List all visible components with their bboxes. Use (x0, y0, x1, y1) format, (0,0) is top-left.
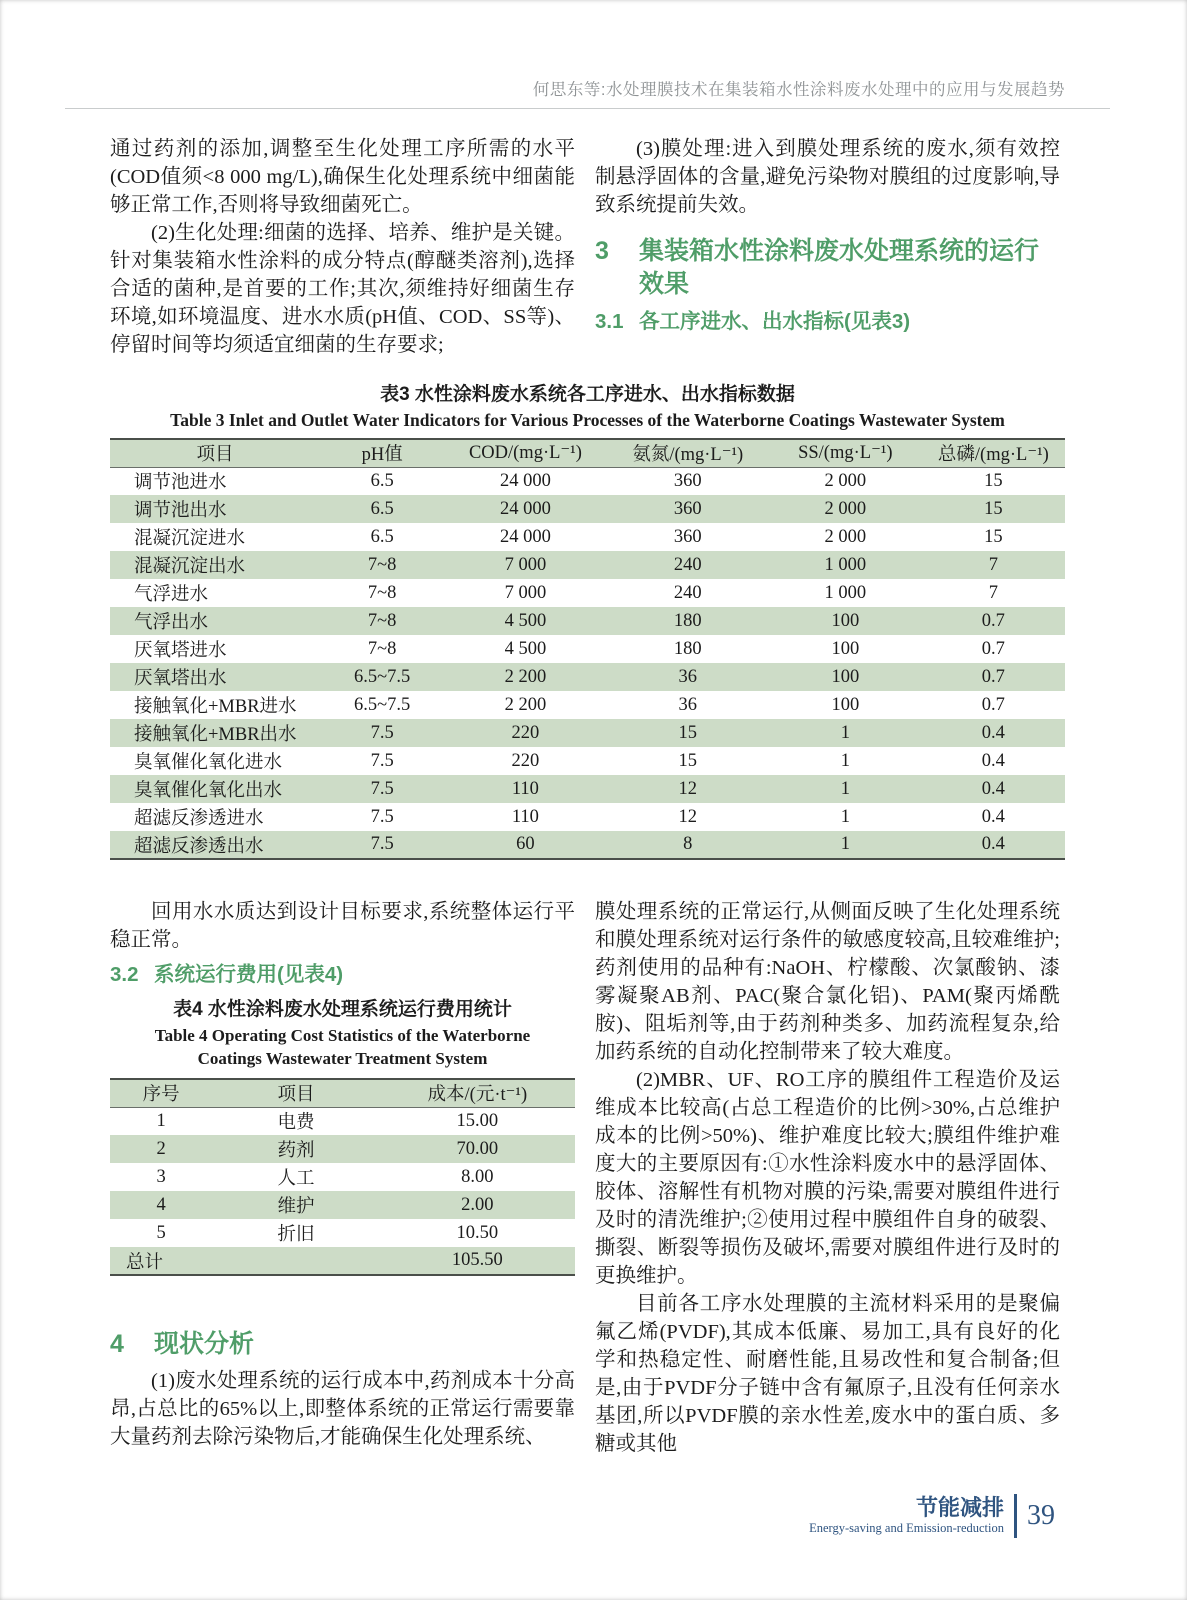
table-cell: 0.4 (981, 806, 1005, 827)
table-row (110, 579, 1065, 607)
table-row (110, 747, 1065, 775)
top-columns (110, 135, 1065, 359)
table-row (110, 831, 1065, 859)
table-row (110, 523, 1065, 551)
table-cell: 360 (673, 498, 702, 519)
table-cell: 100 (831, 610, 860, 631)
paragraph: (2)MBR、UF、RO工序的膜组件工程造价及运维成本比较高(占总工程造价的比例>30%,占总维护成本的比例>50%)、维护难度比较大;膜组件维护难度大的主要原因有:①水性涂料废水中的悬浮固体、胶体、溶解性有机物对膜的污染,需要对膜组件进行及时的清洗维护;②使用过程中膜组件自身的破裂、撕裂、断裂等损伤及破坏,需要对膜组件进行及时的更换维护。 (595, 1069, 1060, 1287)
table-cell: 7 (988, 582, 998, 603)
table-cell: 调节池出水 (134, 501, 227, 521)
section-3-heading (595, 235, 1060, 301)
table-cell: 0.4 (981, 778, 1005, 799)
table-cell: 15 (984, 526, 1003, 547)
table-cell: 24 000 (499, 526, 551, 547)
table-row (110, 803, 1065, 831)
running-head: 何思东等:水处理膜技术在集装箱水性涂料废水处理中的应用与发展趋势 (532, 81, 1065, 99)
table-row (110, 691, 1065, 719)
table-cell: 220 (511, 750, 540, 771)
table-cell: 110 (511, 806, 539, 827)
table4-body (110, 1107, 575, 1275)
table-cell: 2.00 (461, 1194, 494, 1215)
table-cell: 1 (840, 778, 850, 799)
column-header: SS/(mg·L⁻¹) (798, 443, 893, 464)
table-cell: 电费 (277, 1113, 315, 1134)
table-cell: 360 (673, 470, 702, 491)
table3 (110, 438, 1065, 860)
column-header: 成本/(元·t⁻¹) (427, 1085, 528, 1106)
section-title: 现状分析 (154, 1330, 255, 1358)
table-cell: 0.7 (981, 694, 1005, 715)
table-cell: 8.00 (461, 1166, 494, 1187)
table-cell: 气浮进水 (134, 585, 209, 605)
table-row (110, 1247, 575, 1275)
table-cell: 7 000 (504, 582, 547, 603)
table-cell: 1 (840, 834, 850, 854)
table-cell: 15.00 (456, 1110, 499, 1131)
table-cell: 240 (673, 582, 702, 603)
column-header: 总磷/(mg·L⁻¹) (937, 445, 1049, 466)
table-cell: 360 (673, 526, 702, 547)
table-cell: 超滤反渗透出水 (134, 836, 264, 857)
table3-body (110, 467, 1065, 859)
table-cell: 1 (840, 750, 850, 771)
table-row (110, 775, 1065, 803)
table-row (110, 551, 1065, 579)
table-row (110, 607, 1065, 635)
table-cell: 8 (683, 834, 693, 854)
table-row (110, 635, 1065, 663)
header-rule (65, 108, 1110, 109)
table3-block (110, 383, 1065, 860)
table-cell: 15 (678, 722, 697, 743)
section-title: 集装箱水性涂料废水处理系统的运行效果 (639, 237, 1040, 298)
table-cell: 2 (156, 1138, 166, 1159)
table-cell: 超滤反渗透进水 (134, 809, 264, 829)
table3-title-cn: 表3 水性涂料废水系统各工序进水、出水指标数据 (380, 384, 795, 405)
table-cell: 气浮出水 (134, 613, 209, 633)
table-row (110, 1135, 575, 1163)
paragraph: 通过药剂的添加,调整至生化处理工序所需的水平(COD值须<8 000 mg/L),确保生化处理系统中细菌能够正常工作,否则将导致细菌死亡。 (110, 138, 575, 216)
page-number: 39 (1027, 1500, 1055, 1531)
table-cell: 7.5 (370, 722, 394, 743)
table4-title-cn: 表4 水性涂料废水处理系统运行费用统计 (173, 999, 512, 1020)
section-number: 3.1 (595, 310, 624, 333)
table-cell: 4 (156, 1194, 166, 1215)
table-cell: 7.5 (370, 750, 394, 771)
table-cell: 36 (678, 666, 697, 687)
table4 (110, 1078, 575, 1276)
table-cell: 0.7 (981, 610, 1005, 631)
table-cell: 调节池进水 (134, 473, 227, 494)
table-cell: 7.5 (370, 834, 394, 854)
table-cell: 6.5 (370, 526, 394, 547)
column-header: 项目 (277, 1085, 315, 1106)
table-cell: 7~8 (367, 610, 397, 631)
table-cell: 2 000 (824, 470, 867, 491)
table-row (110, 719, 1065, 747)
table4-block (110, 998, 575, 1276)
journal-name-cn: 节能减排 (915, 1495, 1004, 1520)
table-cell: 3 (156, 1166, 166, 1187)
table-cell: 0.4 (981, 834, 1005, 854)
table-cell: 60 (516, 834, 535, 854)
table-cell: 15 (678, 750, 697, 771)
section-title: 各工序进水、出水指标(见表3) (639, 310, 911, 333)
column-header: 项目 (196, 445, 234, 466)
table-row (110, 467, 1065, 495)
table-header-row (110, 1079, 575, 1107)
table-cell: 药剂 (277, 1141, 315, 1161)
table-cell: 240 (673, 554, 702, 575)
table-cell (212, 1247, 379, 1275)
section-title: 系统运行费用(见表4) (154, 963, 344, 986)
journal-name-en: Energy-saving and Emission-reduction (809, 1521, 1004, 1535)
table-cell: 7~8 (367, 638, 397, 659)
table-cell: 7 000 (504, 554, 547, 575)
table-cell: 105.50 (451, 1250, 503, 1270)
table-cell: 12 (678, 778, 697, 799)
table-cell: 0.4 (981, 722, 1005, 743)
right-column-bottom (595, 898, 1060, 1458)
table-cell: 7 (988, 554, 998, 575)
column-header: pH值 (361, 445, 403, 466)
table-row (110, 1191, 575, 1219)
table-cell: 0.4 (981, 750, 1005, 771)
table-cell: 接触氧化+MBR进水 (134, 697, 297, 717)
table3-header (110, 439, 1065, 467)
table-cell: 180 (673, 610, 702, 631)
paragraph: (1)废水处理系统的运行成本中,药剂成本十分高昂,占总比的65%以上,即整体系统的正常运行需要靠大量药剂去除污染物后,才能确保生化处理系统、 (110, 1370, 575, 1448)
table-cell: 7~8 (367, 554, 397, 575)
table-cell: 220 (511, 722, 540, 743)
table-header-row (110, 439, 1065, 467)
table-row (110, 1163, 575, 1191)
column-header: COD/(mg·L⁻¹) (468, 443, 582, 464)
table-cell: 混凝沉淀进水 (134, 529, 246, 549)
table4-header (110, 1079, 575, 1107)
table-cell: 15 (984, 470, 1003, 491)
table-cell: 厌氧塔进水 (134, 641, 227, 661)
table-cell: 180 (673, 638, 702, 659)
table3-title-en: Table 3 Inlet and Outlet Water Indicators for Various Processes of the Waterborne Coatings Wastewater System (170, 410, 1005, 430)
paragraph: 膜处理系统的正常运行,从侧面反映了生化处理系统和膜处理系统对运行条件的敏感度较高,且较难维护;药剂使用的品种有:NaOH、柠檬酸、次氯酸钠、漆雾凝聚AB剂、PAC(聚合氯化铝)、PAM(聚丙烯酰胺)、阻垢剂等,由于药剂种类多、加药流程复杂,给加药系统的自动化控制带来了较大难度。 (595, 901, 1060, 1063)
table-cell: 100 (831, 694, 860, 715)
table-cell: 6.5 (370, 470, 394, 491)
table-cell: 36 (678, 694, 697, 715)
table-cell: 混凝沉淀出水 (134, 557, 246, 577)
section-number: 4 (110, 1330, 124, 1358)
table-cell: 1 000 (824, 554, 867, 575)
section-number: 3.2 (110, 963, 139, 986)
table-row (110, 1107, 575, 1135)
table-cell: 人工 (277, 1169, 315, 1189)
journal-titles (809, 1496, 1014, 1536)
table-cell: 2 200 (504, 694, 547, 715)
column-header: 氨氮/(mg·L⁻¹) (632, 445, 744, 466)
page-footer (809, 1494, 1055, 1538)
table-cell: 100 (831, 638, 860, 659)
table-cell: 24 000 (499, 498, 551, 519)
section-4-heading (110, 1328, 575, 1361)
table-cell: 7.5 (370, 806, 394, 827)
table-cell: 100 (831, 666, 860, 687)
bottom-columns (110, 898, 1065, 1458)
table-cell: 厌氧塔出水 (134, 669, 227, 689)
table-row (110, 663, 1065, 691)
left-column-bottom (110, 898, 575, 1458)
table-cell: 臭氧催化氧化出水 (134, 781, 283, 801)
table4-title-en: Table 4 Operating Cost Statistics of the Waterborne Coatings Wastewater Treatment System (154, 1026, 531, 1068)
table-cell: 6.5~7.5 (354, 694, 411, 715)
table-cell: 4 500 (504, 610, 547, 631)
table-cell: 7.5 (370, 778, 394, 799)
table-cell: 2 000 (824, 526, 867, 547)
table-cell: 24 000 (499, 470, 551, 491)
table-cell: 2 200 (504, 666, 547, 687)
table-cell: 4 500 (504, 638, 547, 659)
left-column-top (110, 135, 575, 359)
table-cell: 6.5 (370, 498, 394, 519)
table-cell: 臭氧催化氧化进水 (134, 753, 283, 773)
table-cell: 12 (678, 806, 697, 827)
section-3-2-heading (110, 962, 575, 988)
table-cell: 0.7 (981, 638, 1005, 659)
right-column-top (595, 135, 1060, 359)
table-cell: 折旧 (277, 1225, 315, 1245)
table-cell: 1 000 (824, 582, 867, 603)
table-row (110, 495, 1065, 523)
table-cell: 维护 (277, 1197, 315, 1217)
paragraph: (3)膜处理:进入到膜处理系统的废水,须有效控制悬浮固体的含量,避免污染物对膜组的过度影响,导致系统提前失效。 (595, 138, 1060, 216)
table-cell: 1 (156, 1110, 166, 1131)
paragraph: 目前各工序水处理膜的主流材料采用的是聚偏氟乙烯(PVDF),其成本低廉、易加工,具有良好的化学和热稳定性、耐磨性能,且易改性和复合制备;但是,由于PVDF分子链中含有氟原子,且没有任何亲水基团,所以PVDF膜的亲水性差,废水中的蛋白质、多糖或其他 (595, 1293, 1060, 1455)
table-cell: 110 (511, 778, 539, 799)
table-cell: 7~8 (367, 582, 397, 603)
paragraph: (2)生化处理:细菌的选择、培养、维护是关键。针对集装箱水性涂料的成分特点(醇醚类溶剂),选择合适的菌种,是首要的工作;其次,须维持好细菌生存环境,如环境温度、进水水质(pH值、COD、SS等)、停留时间等均须适宜细菌的生存要求; (110, 222, 575, 356)
table-cell: 1 (840, 722, 850, 743)
section-number: 3 (595, 237, 609, 265)
table-row (110, 1219, 575, 1247)
table-cell: 6.5~7.5 (354, 666, 411, 687)
table-cell: 70.00 (456, 1138, 499, 1159)
table-cell: 10.50 (456, 1222, 499, 1243)
section-3-1-heading (595, 309, 1060, 335)
table-cell: 2 000 (824, 498, 867, 519)
table-cell: 1 (840, 806, 850, 827)
paragraph: 回用水水质达到设计目标要求,系统整体运行平稳正常。 (110, 901, 575, 951)
column-header: 序号 (142, 1085, 180, 1106)
table-cell: 接触氧化+MBR出水 (134, 725, 297, 745)
table-cell: 15 (984, 498, 1003, 519)
table-cell: 总计 (126, 1252, 164, 1273)
table-cell: 0.7 (981, 666, 1005, 687)
table-cell: 5 (156, 1222, 166, 1243)
